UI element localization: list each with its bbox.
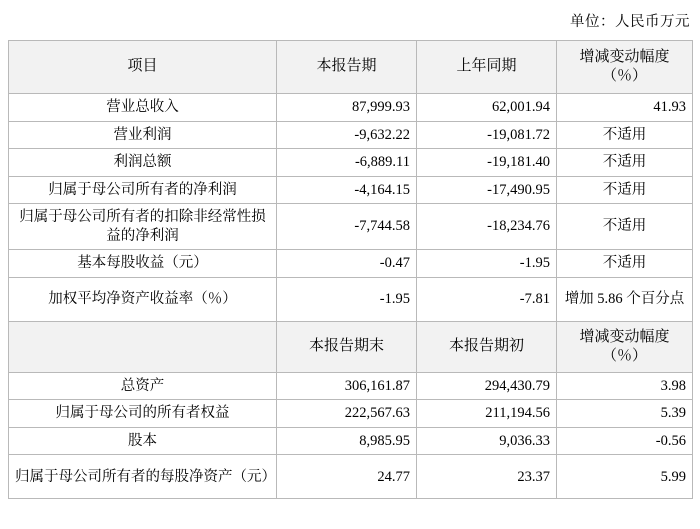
table-header-row-balance	[9, 321, 693, 372]
table-row	[9, 204, 693, 250]
row-previous: 294,430.79	[417, 372, 557, 400]
row-current: -6,889.11	[277, 149, 417, 177]
row-label: 营业利润	[9, 121, 277, 149]
row-change: 不适用	[557, 121, 693, 149]
row-previous: -19,181.40	[417, 149, 557, 177]
table-row	[9, 400, 693, 428]
row-previous: 23.37	[417, 455, 557, 499]
row-change: 5.39	[557, 400, 693, 428]
header-change-rate: 增减变动幅度（％）	[557, 321, 693, 372]
row-label: 股本	[9, 427, 277, 455]
row-label: 基本每股收益（元）	[9, 250, 277, 278]
table-row	[9, 277, 693, 321]
row-change: 增加 5.86 个百分点	[557, 277, 693, 321]
header-previous-period: 上年同期	[417, 41, 557, 94]
table-row	[9, 176, 693, 204]
table-row	[9, 427, 693, 455]
row-previous: -17,490.95	[417, 176, 557, 204]
row-previous: -19,081.72	[417, 121, 557, 149]
row-current: -0.47	[277, 250, 417, 278]
row-previous: 9,036.33	[417, 427, 557, 455]
header-period-begin: 本报告期初	[417, 321, 557, 372]
financial-summary-table	[8, 40, 693, 499]
header-item-blank	[9, 321, 277, 372]
row-label: 总资产	[9, 372, 277, 400]
row-current: -7,744.58	[277, 204, 417, 250]
row-change: 不适用	[557, 250, 693, 278]
row-label: 加权平均净资产收益率（％）	[9, 277, 277, 321]
row-change: -0.56	[557, 427, 693, 455]
header-item: 项目	[9, 41, 277, 94]
row-previous: 211,194.56	[417, 400, 557, 428]
row-label: 归属于母公司所有者的净利润	[9, 176, 277, 204]
row-change: 3.98	[557, 372, 693, 400]
row-previous: -7.81	[417, 277, 557, 321]
row-change: 41.93	[557, 94, 693, 122]
table-row	[9, 372, 693, 400]
row-change: 不适用	[557, 149, 693, 177]
row-current: 24.77	[277, 455, 417, 499]
row-change: 5.99	[557, 455, 693, 499]
row-current: -9,632.22	[277, 121, 417, 149]
unit-note: 单位：人民币万元	[570, 14, 690, 30]
row-current: 87,999.93	[277, 94, 417, 122]
row-current: 222,567.63	[277, 400, 417, 428]
row-previous: 62,001.94	[417, 94, 557, 122]
row-label: 归属于母公司所有者的每股净资产（元）	[9, 455, 277, 499]
header-period-end: 本报告期末	[277, 321, 417, 372]
header-change-rate: 增减变动幅度（％）	[557, 41, 693, 94]
row-current: -1.95	[277, 277, 417, 321]
row-previous: -1.95	[417, 250, 557, 278]
table-row	[9, 250, 693, 278]
table-row	[9, 94, 693, 122]
row-change: 不适用	[557, 176, 693, 204]
table-row	[9, 149, 693, 177]
row-current: 8,985.95	[277, 427, 417, 455]
row-current: -4,164.15	[277, 176, 417, 204]
row-current: 306,161.87	[277, 372, 417, 400]
row-change: 不适用	[557, 204, 693, 250]
table-header-row-period	[9, 41, 693, 94]
table-row	[9, 121, 693, 149]
row-label: 归属于母公司所有者的扣除非经常性损益的净利润	[9, 204, 277, 250]
row-label: 利润总额	[9, 149, 277, 177]
row-previous: -18,234.76	[417, 204, 557, 250]
row-label: 归属于母公司的所有者权益	[9, 400, 277, 428]
table-row	[9, 455, 693, 499]
header-current-period: 本报告期	[277, 41, 417, 94]
row-label: 营业总收入	[9, 94, 277, 122]
